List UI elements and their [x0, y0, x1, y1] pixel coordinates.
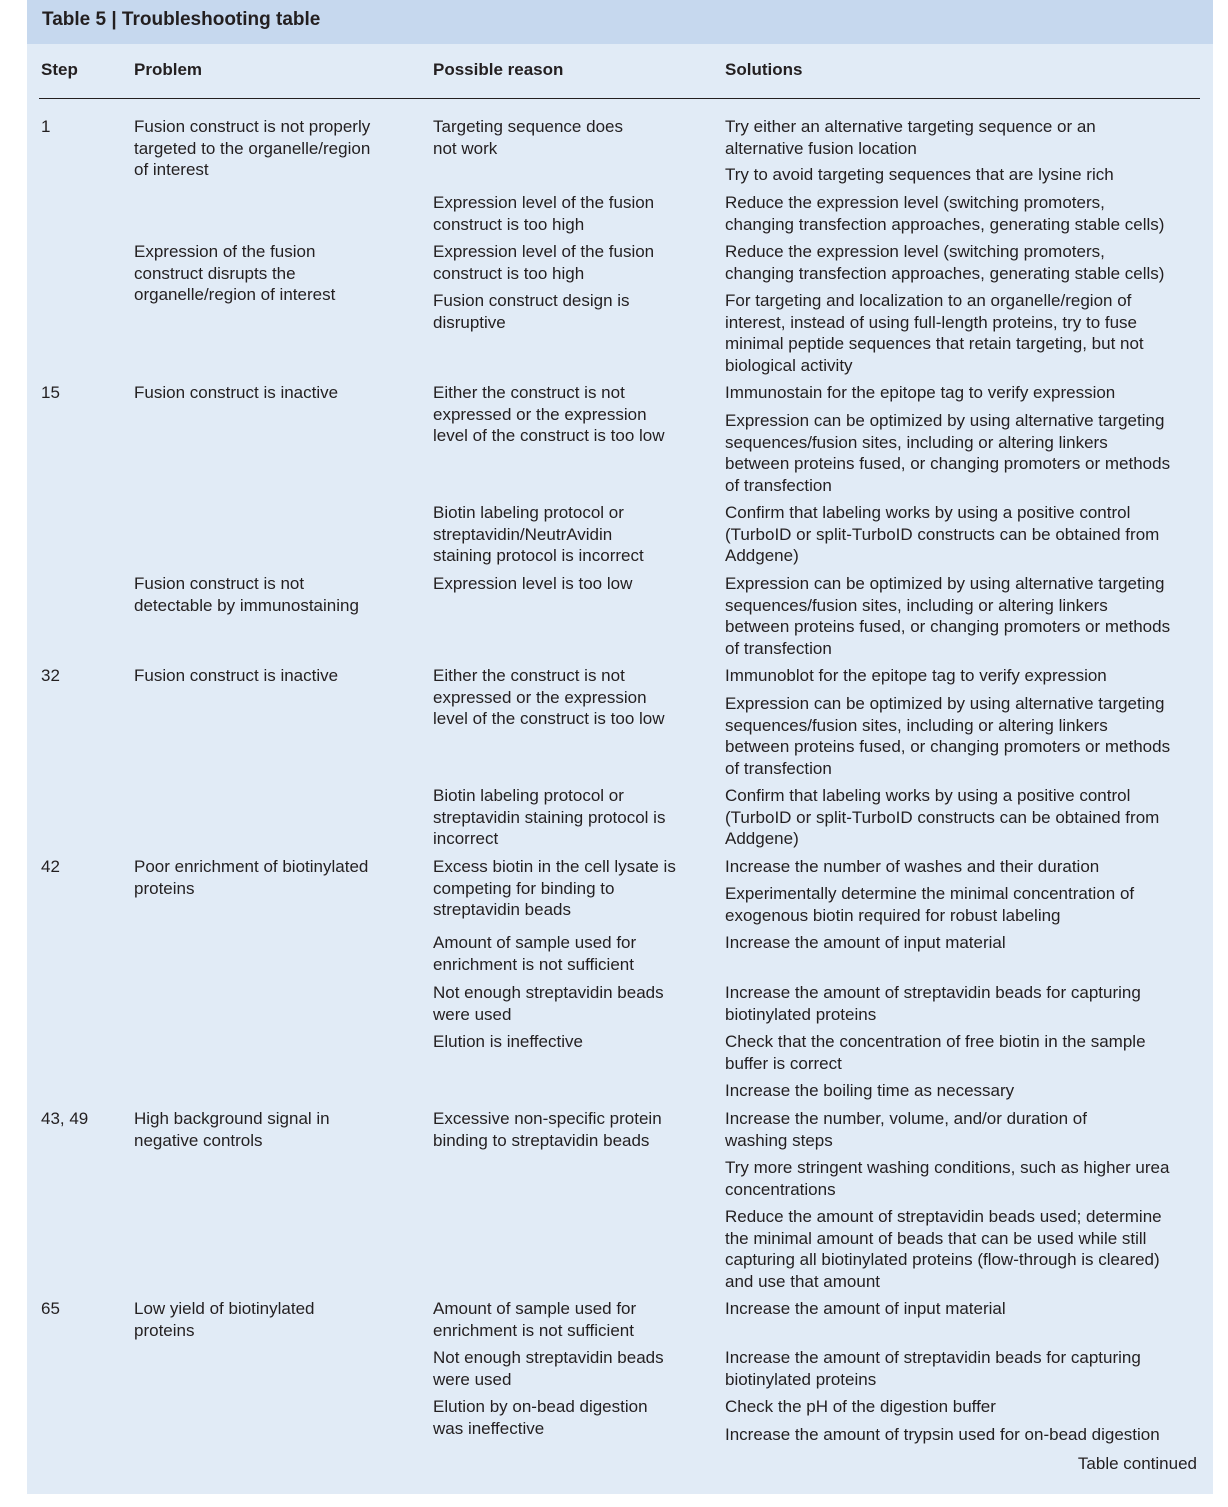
- problem-cell: [134, 1108, 330, 1151]
- cell-line: High background signal in: [134, 1109, 330, 1128]
- problem-cell: [134, 382, 338, 404]
- solution-cell: [725, 693, 1170, 779]
- problem-cell: [134, 241, 335, 306]
- solution-cell: [725, 982, 1141, 1025]
- solution-cell: [725, 1108, 1087, 1151]
- cell-line: staining protocol is incorrect: [433, 546, 644, 566]
- cell-line: Immunostain for the epitope tag to verify expression: [725, 383, 1116, 402]
- cell-line: of interest: [134, 160, 209, 180]
- cell-line: 42: [41, 857, 60, 876]
- cell-line: Increase the number, volume, and/or duration of: [725, 1109, 1087, 1128]
- cell-line: enrichment is not sufficient: [433, 1320, 634, 1340]
- reason-cell: [433, 982, 664, 1025]
- cell-line: Increase the amount of trypsin used for on-bead digestion: [725, 1425, 1160, 1444]
- cell-line: between proteins fused, or changing promoters or methods: [725, 617, 1171, 637]
- solution-cell: [725, 1080, 1014, 1102]
- cell-line: were used: [433, 1369, 512, 1389]
- cell-line: Fusion construct is inactive: [134, 383, 339, 402]
- cell-line: Reduce the expression level (switching promoters,: [725, 242, 1105, 261]
- cell-line: Try more stringent washing conditions, such as higher urea: [725, 1158, 1170, 1177]
- header-step: Step: [41, 60, 78, 79]
- table-title: Table 5 | Troubleshooting table: [42, 9, 321, 30]
- solution-cell: [725, 665, 1107, 687]
- cell-line: 65: [41, 1299, 60, 1318]
- cell-line: For targeting and localization to an organelle/region of: [725, 291, 1132, 310]
- cell-line: Increase the amount of streptavidin beads for capturing: [725, 983, 1141, 1002]
- solution-cell: [725, 192, 1164, 235]
- cell-line: between proteins fused, or changing promoters or methods: [725, 454, 1171, 474]
- cell-line: biotinylated proteins: [725, 1004, 877, 1024]
- reason-cell: [433, 1298, 636, 1341]
- step-cell: [41, 665, 60, 687]
- cell-line: 43, 49: [41, 1109, 89, 1128]
- step-cell: [41, 1108, 88, 1130]
- cell-line: Expression level of the fusion: [433, 242, 655, 261]
- reason-cell: [433, 502, 644, 567]
- cell-line: construct is too high: [433, 214, 585, 234]
- cell-line: Expression of the fusion: [134, 242, 316, 261]
- reason-cell: [433, 1396, 648, 1439]
- step-cell: [41, 382, 60, 404]
- cell-line: interest, instead of using full-length proteins, try to fuse: [725, 312, 1138, 332]
- cell-line: Reduce the expression level (switching promoters,: [725, 193, 1105, 212]
- cell-line: the minimal amount of beads that can be used while still: [725, 1228, 1147, 1248]
- solution-cell: [725, 116, 1096, 159]
- cell-line: Targeting sequence does: [433, 117, 623, 136]
- header-rule: [39, 98, 1200, 99]
- solution-cell: [725, 883, 1134, 926]
- solution-cell: [725, 382, 1115, 404]
- cell-line: targeted to the organelle/region: [134, 138, 371, 158]
- reason-cell: [433, 1108, 662, 1151]
- cell-line: concentrations: [725, 1179, 836, 1199]
- cell-line: 15: [41, 383, 60, 402]
- cell-line: and use that amount: [725, 1271, 881, 1291]
- reason-cell: [433, 290, 630, 333]
- cell-line: (TurboID or split-TurboID constructs can be obtained from: [725, 807, 1160, 827]
- cell-line: level of the construct is too low: [433, 709, 665, 729]
- cell-line: biological activity: [725, 355, 853, 375]
- cell-line: alternative fusion location: [725, 138, 917, 158]
- problem-cell: [134, 573, 359, 616]
- cell-line: 32: [41, 666, 60, 685]
- cell-line: expressed or the expression: [433, 687, 647, 707]
- cell-line: Increase the number of washes and their duration: [725, 857, 1100, 876]
- solution-cell: [725, 1031, 1146, 1074]
- cell-line: were used: [433, 1004, 512, 1024]
- cell-line: Increase the amount of input material: [725, 1299, 1006, 1318]
- cell-line: Expression can be optimized by using alternative targeting: [725, 694, 1165, 713]
- cell-line: detectable by immunostaining: [134, 595, 359, 615]
- cell-line: Fusion construct design is: [433, 291, 630, 310]
- reason-cell: [433, 856, 676, 921]
- cell-line: Excessive non-specific protein: [433, 1109, 662, 1128]
- cell-line: exogenous biotin required for robust labeling: [725, 905, 1061, 925]
- reason-cell: [433, 192, 654, 235]
- cell-line: Elution is ineffective: [433, 1032, 583, 1051]
- header-problem: Problem: [134, 60, 203, 79]
- problem-cell: [134, 665, 338, 687]
- cell-line: organelle/region of interest: [134, 285, 336, 305]
- cell-line: Expression level is too low: [433, 574, 633, 593]
- cell-line: washing steps: [725, 1130, 833, 1150]
- cell-line: disruptive: [433, 312, 506, 332]
- cell-line: Increase the amount of input material: [725, 933, 1006, 952]
- cell-line: Try to avoid targeting sequences that are lysine rich: [725, 165, 1114, 184]
- reason-cell: [433, 785, 665, 850]
- cell-line: Increase the amount of streptavidin beads for capturing: [725, 1348, 1141, 1367]
- solution-cell: [725, 573, 1170, 659]
- reason-cell: [433, 116, 623, 159]
- solution-cell: [725, 1206, 1162, 1292]
- cell-line: 1: [41, 117, 51, 136]
- solution-cell: [725, 1396, 996, 1418]
- solution-cell: [725, 856, 1099, 878]
- reason-cell: [433, 573, 632, 595]
- cell-line: (TurboID or split-TurboID constructs can be obtained from: [725, 524, 1160, 544]
- cell-line: Fusion construct is inactive: [134, 666, 339, 685]
- cell-line: Check the pH of the digestion buffer: [725, 1397, 996, 1416]
- cell-line: construct disrupts the: [134, 263, 296, 283]
- solution-cell: [725, 1157, 1169, 1200]
- cell-line: Either the construct is not: [433, 666, 625, 685]
- cell-line: capturing all biotinylated proteins (flow-through is cleared): [725, 1250, 1160, 1270]
- reason-cell: [433, 241, 654, 284]
- problem-cell: [134, 1298, 315, 1341]
- cell-line: Expression can be optimized by using alternative targeting: [725, 411, 1165, 430]
- header-solutions: Solutions: [725, 60, 803, 79]
- cell-line: Try either an alternative targeting sequence or an: [725, 117, 1096, 136]
- cell-line: sequences/fusion sites, including or altering linkers: [725, 715, 1108, 735]
- cell-line: changing transfection approaches, generating stable cells): [725, 214, 1165, 234]
- cell-line: enrichment is not sufficient: [433, 954, 634, 974]
- cell-line: sequences/fusion sites, including or altering linkers: [725, 595, 1108, 615]
- cell-line: Experimentally determine the minimal concentration of: [725, 884, 1135, 903]
- cell-line: Excess biotin in the cell lysate is: [433, 857, 676, 876]
- problem-cell: [134, 856, 368, 899]
- cell-line: expressed or the expression: [433, 404, 647, 424]
- reason-cell: [433, 1347, 664, 1390]
- cell-line: between proteins fused, or changing promoters or methods: [725, 737, 1171, 757]
- cell-line: Elution by on-bead digestion: [433, 1397, 648, 1416]
- cell-line: changing transfection approaches, generating stable cells): [725, 263, 1165, 283]
- solution-cell: [725, 241, 1164, 284]
- cell-line: Biotin labeling protocol or: [433, 503, 624, 522]
- cell-line: streptavidin beads: [433, 900, 571, 920]
- cell-line: Increase the boiling time as necessary: [725, 1081, 1015, 1100]
- cell-line: Not enough streptavidin beads: [433, 983, 664, 1002]
- solution-cell: [725, 1424, 1160, 1446]
- cell-line: streptavidin staining protocol is: [433, 807, 666, 827]
- cell-line: Biotin labeling protocol or: [433, 786, 624, 805]
- cell-line: Not enough streptavidin beads: [433, 1348, 664, 1367]
- cell-line: Addgene): [725, 546, 799, 566]
- cell-line: proteins: [134, 878, 195, 898]
- solution-cell: [725, 932, 1006, 954]
- solution-cell: [725, 1347, 1141, 1390]
- cell-line: of transfection: [725, 638, 832, 658]
- problem-cell: [134, 116, 370, 181]
- solution-cell: [725, 410, 1170, 496]
- cell-line: Immunoblot for the epitope tag to verify expression: [725, 666, 1107, 685]
- table-continued-note: Table continued: [1077, 1454, 1197, 1473]
- cell-line: Addgene): [725, 829, 799, 849]
- cell-line: binding to streptavidin beads: [433, 1130, 650, 1150]
- cell-line: was ineffective: [433, 1418, 545, 1438]
- step-cell: [41, 1298, 60, 1320]
- cell-line: Poor enrichment of biotinylated: [134, 857, 369, 876]
- step-cell: [41, 856, 60, 878]
- solution-cell: [725, 290, 1144, 376]
- cell-line: Either the construct is not: [433, 383, 625, 402]
- reason-cell: [433, 1031, 583, 1053]
- cell-line: incorrect: [433, 829, 499, 849]
- cell-line: Amount of sample used for: [433, 1299, 637, 1318]
- cell-line: construct is too high: [433, 263, 585, 283]
- cell-line: Expression level of the fusion: [433, 193, 655, 212]
- cell-line: of transfection: [725, 475, 832, 495]
- step-cell: [41, 116, 50, 138]
- solution-cell: [725, 1298, 1006, 1320]
- cell-line: biotinylated proteins: [725, 1369, 877, 1389]
- cell-line: Confirm that labeling works by using a positive control: [725, 786, 1131, 805]
- cell-line: of transfection: [725, 758, 832, 778]
- cell-line: minimal peptide sequences that retain targeting, but not: [725, 334, 1144, 354]
- cell-line: Amount of sample used for: [433, 933, 637, 952]
- reason-cell: [433, 382, 665, 447]
- cell-line: sequences/fusion sites, including or altering linkers: [725, 432, 1108, 452]
- header-possible-reason: Possible reason: [433, 60, 564, 79]
- cell-line: Low yield of biotinylated: [134, 1299, 315, 1318]
- cell-line: Expression can be optimized by using alternative targeting: [725, 574, 1165, 593]
- cell-line: not work: [433, 138, 498, 158]
- reason-cell: [433, 932, 636, 975]
- reason-cell: [433, 665, 665, 730]
- cell-line: proteins: [134, 1320, 195, 1340]
- cell-line: Confirm that labeling works by using a positive control: [725, 503, 1131, 522]
- cell-line: competing for binding to: [433, 878, 615, 898]
- cell-line: streptavidin/NeutrAvidin: [433, 524, 613, 544]
- solution-cell: [725, 164, 1114, 186]
- solution-cell: [725, 502, 1159, 567]
- cell-line: Fusion construct is not: [134, 574, 305, 593]
- solution-cell: [725, 785, 1159, 850]
- cell-line: negative controls: [134, 1130, 263, 1150]
- cell-line: Fusion construct is not properly: [134, 117, 371, 136]
- cell-line: buffer is correct: [725, 1053, 842, 1073]
- cell-line: Check that the concentration of free biotin in the sample: [725, 1032, 1146, 1051]
- cell-line: Reduce the amount of streptavidin beads used; determine: [725, 1207, 1162, 1226]
- cell-line: level of the construct is too low: [433, 426, 665, 446]
